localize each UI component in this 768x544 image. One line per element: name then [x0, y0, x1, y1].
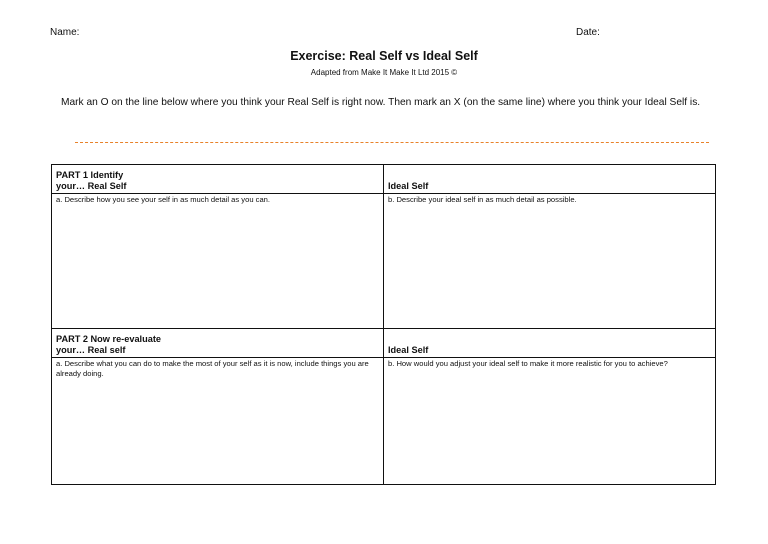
part1-real-self-heading: [52, 165, 384, 194]
part2-heading-line2: your… Real self: [56, 345, 126, 355]
part1-ideal-self-heading: Ideal Self: [384, 165, 716, 194]
part2-heading-line1: PART 2 Now re-evaluate: [56, 334, 162, 344]
part1-heading-row: [52, 165, 716, 194]
part1-ideal-self-answer[interactable]: [384, 194, 716, 329]
rating-line[interactable]: [75, 142, 709, 143]
document-subtitle: Adapted from Make It Make It Ltd 2015 ©: [310, 68, 458, 77]
document-title: Exercise: Real Self vs Ideal Self: [290, 49, 478, 63]
part2-ideal-self-answer[interactable]: [384, 358, 716, 485]
part2-real-self-answer[interactable]: [52, 358, 384, 485]
part1-body-row: [52, 194, 716, 329]
part1-real-self-prompt: a. Describe how you see your self in as much detail as you can.: [56, 195, 271, 204]
part2-ideal-self-prompt: b. How would you adjust your ideal self to make it more realistic for you to achieve?: [388, 359, 668, 368]
date-label: Date:: [576, 27, 600, 38]
part1-real-self-answer[interactable]: [52, 194, 384, 329]
part1-heading-line1: PART 1 Identify: [56, 170, 124, 180]
part2-real-self-heading: [52, 329, 384, 358]
part2-body-row: [52, 358, 716, 485]
part2-ideal-self-heading: Ideal Self: [384, 329, 716, 358]
instruction-text: Mark an O on the line below where you think your Real Self is right now. Then mark an X (on the same line) where you think your Ideal Self is.: [61, 97, 701, 108]
part1-ideal-self-prompt: b. Describe your ideal self in as much detail as possible.: [388, 195, 577, 204]
part1-heading-line2: your… Real Self: [56, 181, 127, 191]
part2-real-self-prompt: a. Describe what you can do to make the most of your self as it is now, include things you are already doing.: [56, 359, 369, 378]
name-label: Name:: [50, 27, 80, 38]
part2-heading-row: [52, 329, 716, 358]
exercise-table: [51, 164, 716, 485]
